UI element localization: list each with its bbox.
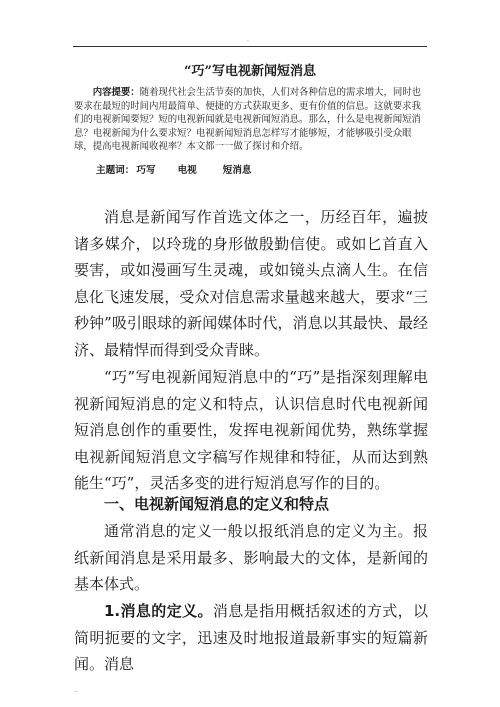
keywords-label: 主题词： [96,165,135,176]
keyword-item: 短消息 [222,165,252,176]
subsection-title: 1.消息的定义。 [104,602,213,620]
header-rule [73,46,427,47]
paragraph-text: “巧”写电视新闻短消息中的“巧”是指深刻理解电视新闻短消息的定义和特点，认识信息时代电视新闻短消息创作的重要性，发挥电视新闻优势，熟练掌握电视新闻短消息文字稿写作规律和特征，从而达到熟能生“巧”，灵活多变的进行短消息写作的目的。 [74,368,428,493]
abstract-label: 内容提要： [92,87,140,98]
keyword-item: 电视 [177,165,197,176]
document-title: “巧”写电视新闻短消息 [184,64,316,79]
body-paragraph-4 [74,598,428,678]
paragraph-text: 通常消息的定义一般以报纸消息的定义为主。报纸新闻消息是采用最多、影响最大的文体，是新闻的基本体式。 [74,522,428,594]
body-paragraph-1 [74,204,428,364]
subsection-text: 消息是指用概括叙述的方式，以简明扼要的文字，迅速及时地报道最新事实的短篇新闻。消息 [74,602,428,674]
footer-mark: .. [74,687,78,694]
paragraph-text [74,598,428,678]
paragraph-text: 消息是新闻写作首选文体之一，历经百年，遍披诸多媒介，以玲珑的身形做殷勤信使。或如匕首直入要害，或如漫画写生灵魂，或如镜头点滴人生。在信息化飞速发展，受众对信息需求量越来越大，要求“三秒钟”吸引眼球的新闻媒体时代，消息以其最快、最经济、最精悍而得到受众青睐。 [74,208,428,359]
abstract [74,86,428,154]
abstract-text: 随着现代社会生活节奏的加快，人们对各种信息的需求增大，同时也要求在最短的时间内用最简单、便捷的方式获取更多、更有价值的信息。这就要求我们的电视新闻要短？短的电视新闻就是电视新闻短消息。那么，什么是电视新闻短消息？电视新闻为什么要求短？电视新闻短消息怎样写才能够短，才能够吸引受众眼球，提高电视新闻收视率？本文都一一做了探讨和介绍。 [74,87,421,152]
keywords [96,164,252,178]
keyword-item: 巧写 [136,165,156,176]
body-paragraph-2 [74,364,428,497]
header-mark: . [247,36,249,43]
body-paragraph-3 [74,518,428,598]
section-heading: 一、电视新闻短消息的定义和特点 [104,495,330,513]
